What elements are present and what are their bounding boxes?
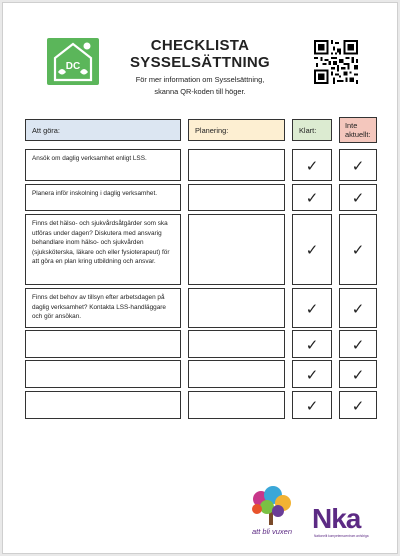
nka-logo-text: Nka [312,503,361,534]
planning-cell[interactable] [188,330,285,358]
column-header-na-line-2: aktuellt: [345,130,371,139]
svg-text:DC: DC [65,61,81,72]
check-icon: ✓ [305,366,319,384]
task-cell [25,184,181,211]
task-cell [25,214,181,285]
task-text: Finns det behov av tillsyn efter arbetsdagen på daglig verksamhet? Kontakta LSS-handläggare och gör ansökan. [32,294,166,321]
house-icon [47,38,99,85]
column-header-done: Klart: [292,119,332,141]
done-checkbox[interactable] [292,184,332,211]
done-checkbox[interactable] [292,288,332,328]
page-subtitle [100,74,300,98]
check-icon: ✓ [351,157,365,175]
task-text [26,361,180,365]
subtitle-line-2: skanna QR-koden till höger. [154,87,246,96]
task-cell [25,360,181,388]
done-checkbox[interactable] [292,214,332,285]
page-title [100,37,300,71]
done-checkbox[interactable] [292,149,332,181]
task-cell [25,149,181,181]
task-cell [25,330,181,358]
qr-code-icon [314,40,358,84]
check-icon: ✓ [305,157,319,175]
task-text [26,331,180,335]
check-icon: ✓ [305,300,319,318]
nka-logo [312,505,372,545]
done-checkbox[interactable] [292,360,332,388]
check-icon: ✓ [351,366,365,384]
task-cell [25,391,181,419]
check-icon: ✓ [351,241,365,259]
check-icon: ✓ [351,336,365,354]
task-text: Planera inför inskolning i daglig verksamhet. [32,190,158,197]
check-icon: ✓ [305,241,319,259]
task-text: Finns det hälso- och sjukvårdsåtgärder som ska utföras under dagen? Diskutera med ansvarig behandlare inom hälso- och sjukvården (sjuksköterska, läkare och eller fysioterapeut) för att göra en plan kring utbildning och ansvar. [32,220,170,266]
column-header-not-applicable [339,117,377,143]
task-cell [25,288,181,328]
check-icon: ✓ [305,336,319,354]
check-icon: ✓ [351,397,365,415]
not-applicable-checkbox[interactable] [339,184,377,211]
done-checkbox[interactable] [292,330,332,358]
planning-cell[interactable] [188,391,285,419]
qr-code[interactable] [314,40,358,84]
not-applicable-checkbox[interactable] [339,330,377,358]
subtitle-line-1: För mer information om Sysselsättning, [135,75,265,84]
title-line-1: CHECKLISTA [150,37,250,54]
planning-cell[interactable] [188,288,285,328]
not-applicable-checkbox[interactable] [339,288,377,328]
done-checkbox[interactable] [292,391,332,419]
planning-cell[interactable] [188,184,285,211]
not-applicable-checkbox[interactable] [339,391,377,419]
check-icon: ✓ [351,189,365,207]
planning-cell[interactable] [188,149,285,181]
not-applicable-checkbox[interactable] [339,360,377,388]
att-bli-vuxen-logo [243,485,299,543]
tree-icon [243,485,299,529]
column-header-plan: Planering: [188,119,285,141]
planning-cell[interactable] [188,360,285,388]
planning-cell[interactable] [188,214,285,285]
check-icon: ✓ [305,397,319,415]
column-header-na-line-1: Inte [345,121,358,130]
task-text: Ansök om daglig verksamhet enligt LSS. [32,155,147,162]
check-icon: ✓ [351,300,365,318]
att-bli-vuxen-text: att bli vuxen [251,527,293,536]
column-header-todo: Att göra: [25,119,181,141]
title-line-2: SYSSELSÄTTNING [129,54,271,71]
not-applicable-checkbox[interactable] [339,149,377,181]
check-icon: ✓ [305,189,319,207]
dc-logo [47,38,99,85]
task-text [26,392,180,396]
not-applicable-checkbox[interactable] [339,214,377,285]
nka-logo-subtext: Nationellt kompetenscentrum anhöriga [314,534,369,538]
